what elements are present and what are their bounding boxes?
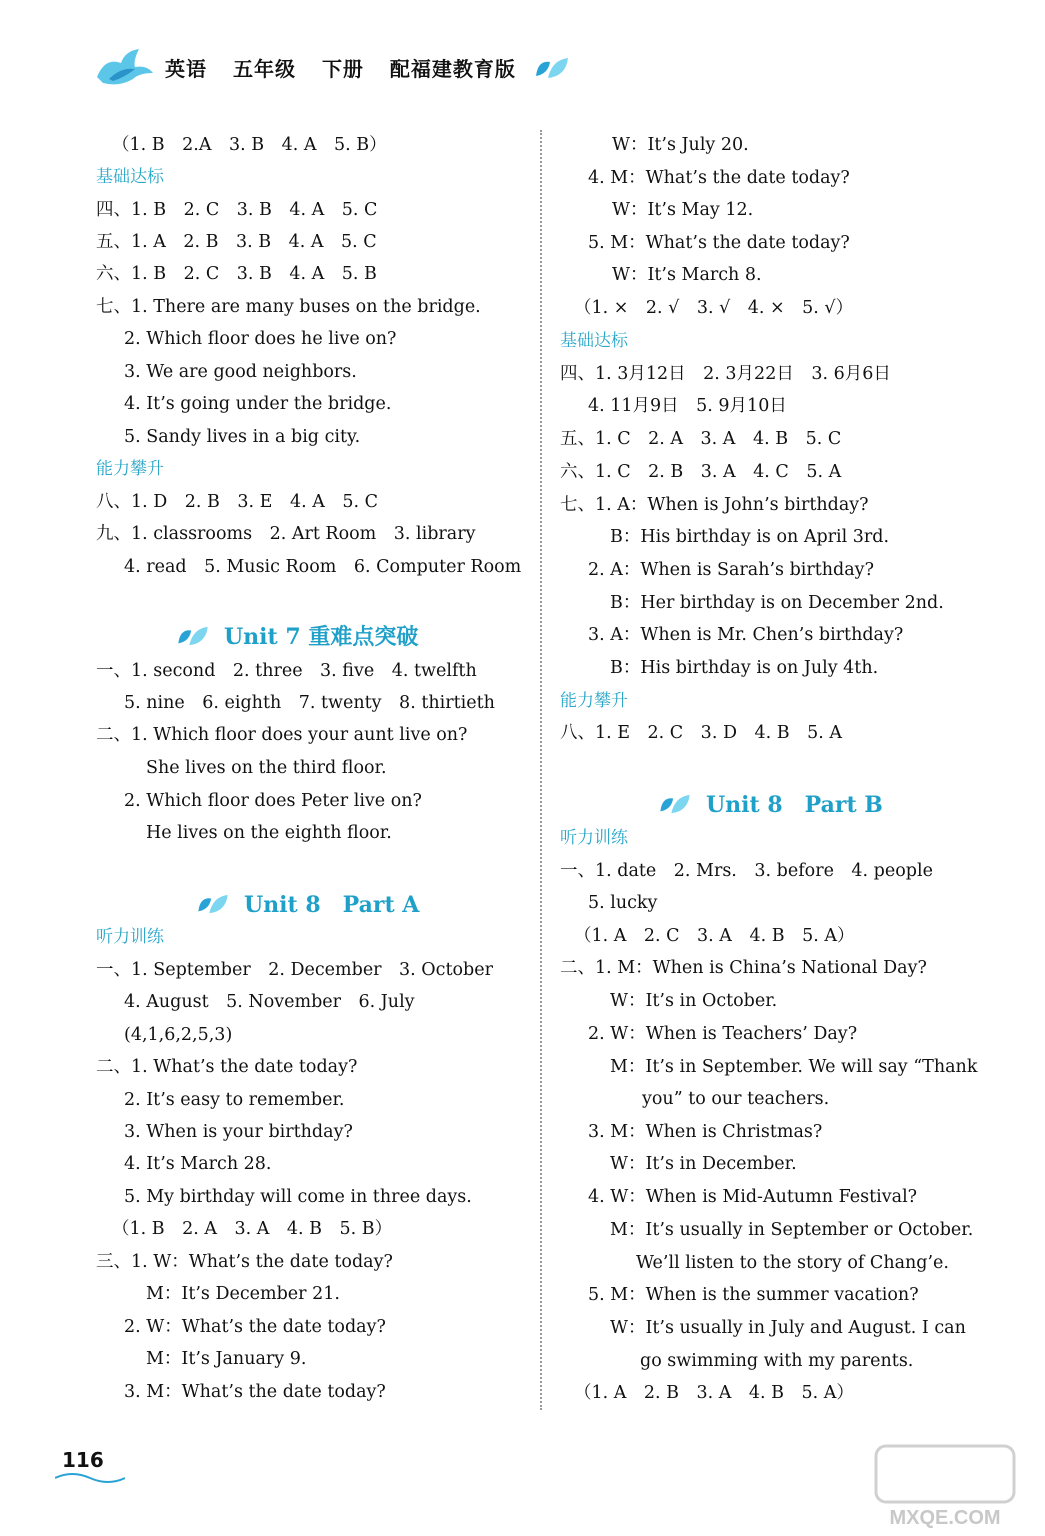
answer-line: 2. W：When is Teachers’ Day? [588,1024,858,1044]
answer-line: 八、1. D 2. B 3. E 4. A 5. C [96,492,378,512]
answer-line: 2. W：What’s the date today? [124,1317,386,1337]
answer-line: （1. A 2. C 3. A 4. B 5. A） [574,926,855,946]
unit-heading-text: Unit 7 重难点突破 [224,624,419,650]
answer-line: 四、1. 3月12日 2. 3月22日 3. 6月6日 [560,364,891,384]
section-heading: 基础达标 [560,331,628,351]
answer-line: 5. nine 6. eighth 7. twenty 8. thirtieth [124,693,495,713]
answer-line: 5. M：When is the summer vacation? [588,1285,919,1305]
header-volume: 下册 [321,57,364,81]
answer-line: W：It’s in December. [610,1154,797,1174]
answer-line: W：It’s March 8. [612,265,762,285]
section-heading: 能力攀升 [96,459,164,479]
answer-line: B：His birthday is on April 3rd. [610,527,890,547]
answer-line: M：It’s January 9. [146,1349,307,1369]
section-heading: 基础达标 [96,167,164,187]
unit-heading-text: Unit 8 Part B [706,792,883,818]
header-text [165,53,534,82]
unit-heading-text: Unit 8 Part A [244,892,420,918]
unit-heading [196,888,419,919]
answer-line: 2. It’s easy to remember. [124,1090,345,1110]
answer-line: W：It’s usually in July and August. I can [610,1318,966,1338]
answer-line: 5. Sandy lives in a big city. [124,427,361,447]
answer-line: （1. B 2.A 3. B 4. A 5. B） [112,135,387,155]
answer-line: 4. M：What’s the date today? [588,168,850,188]
answer-line: He lives on the eighth floor. [146,823,392,843]
answer-line: 一、1. date 2. Mrs. 3. before 4. people [560,861,933,881]
leaf-icon [534,56,570,80]
answer-line: M：It’s December 21. [146,1284,340,1304]
answer-line: go swimming with my parents. [640,1351,914,1371]
answer-line: M：It’s usually in September or October. [610,1220,974,1240]
page-header [95,45,570,90]
answer-line: She lives on the third floor. [146,758,387,778]
answer-line: 4. W：When is Mid-Autumn Festival? [588,1187,918,1207]
answer-line: 4. August 5. November 6. July [124,992,415,1012]
unit-heading [658,788,883,819]
answer-line: 六、1. C 2. B 3. A 4. C 5. A [560,462,842,482]
answer-line: 七、1. A：When is John’s birthday? [560,495,869,515]
answer-line: 一、1. second 2. three 3. five 4. twelfth [96,661,477,681]
answer-line: We’ll listen to the story of Chang’e. [636,1253,949,1273]
answer-line: 2. A：When is Sarah’s birthday? [588,560,874,580]
leaf-icon [196,893,230,915]
answer-line: you” to our teachers. [642,1089,830,1109]
answer-line: W：It’s May 12. [612,200,754,220]
answer-line: 4. It’s March 28. [124,1154,272,1174]
header-subject: 英语 [165,57,207,81]
answer-line: 二、1. What’s the date today? [96,1057,358,1077]
answer-line: 3. M：When is Christmas? [588,1122,823,1142]
answer-line: （1. × 2. √ 3. √ 4. × 5. √） [574,298,854,318]
answer-line: B：His birthday is on July 4th. [610,658,879,678]
column-divider [540,130,542,1410]
answer-line: 五、1. A 2. B 3. B 4. A 5. C [96,232,377,252]
section-heading: 听力训练 [560,828,628,848]
header-edition: 配福建教育版 [389,57,516,81]
answer-line: 3. M：What’s the date today? [124,1382,386,1402]
answer-line: 二、1. Which floor does your aunt live on? [96,725,468,745]
section-heading: 能力攀升 [560,691,628,711]
answer-line: 四、1. B 2. C 3. B 4. A 5. C [96,200,378,220]
answer-line: 六、1. B 2. C 3. B 4. A 5. B [96,264,377,284]
watermark-logo [870,1440,1020,1530]
answer-line: （1. A 2. B 3. A 4. B 5. A） [574,1383,854,1403]
answer-line: 3. A：When is Mr. Chen’s birthday? [588,625,904,645]
answer-line: 2. Which floor does he live on? [124,329,397,349]
header-grade: 五年级 [232,57,296,81]
answer-line: 七、1. There are many buses on the bridge. [96,297,481,317]
answer-line: 4. read 5. Music Room 6. Computer Room [124,557,522,577]
answer-line: B：Her birthday is on December 2nd. [610,593,944,613]
answer-line: 五、1. C 2. A 3. A 4. B 5. C [560,429,842,449]
answer-line: W：It’s in October. [610,991,778,1011]
answer-line: M：It’s in September. We will say “Thank [610,1057,978,1077]
answer-line: 二、1. M：When is China’s National Day? [560,958,927,978]
leaf-icon [176,625,210,647]
section-heading: 听力训练 [96,927,164,947]
answer-line: 5. M：What’s the date today? [588,233,850,253]
unit-heading [176,620,418,651]
svg-text:MXQE.COM: MXQE.COM [889,1507,1001,1529]
leaf-icon [658,793,692,815]
answer-line: 八、1. E 2. C 3. D 4. B 5. A [560,723,842,743]
answer-line: 一、1. September 2. December 3. October [96,960,493,980]
answer-line: 三、1. W：What’s the date today? [96,1252,393,1272]
page-number: 116 [62,1448,104,1472]
answer-line: (4,1,6,2,5,3) [124,1025,233,1045]
answer-line: 5. lucky [588,893,658,913]
page-number-wave [55,1470,125,1486]
answer-line: 5. My birthday will come in three days. [124,1187,472,1207]
bird-icon [95,47,155,89]
answer-line: 4. 11月9日 5. 9月10日 [588,396,787,416]
answer-line: 4. It’s going under the bridge. [124,394,392,414]
answer-line: W：It’s July 20. [612,135,749,155]
answer-line: 2. Which floor does Peter live on? [124,791,422,811]
answer-line: 3. When is your birthday? [124,1122,353,1142]
answer-line: （1. B 2. A 3. A 4. B 5. B） [112,1219,393,1239]
answer-line: 九、1. classrooms 2. Art Room 3. library [96,524,476,544]
answer-line: 3. We are good neighbors. [124,362,357,382]
